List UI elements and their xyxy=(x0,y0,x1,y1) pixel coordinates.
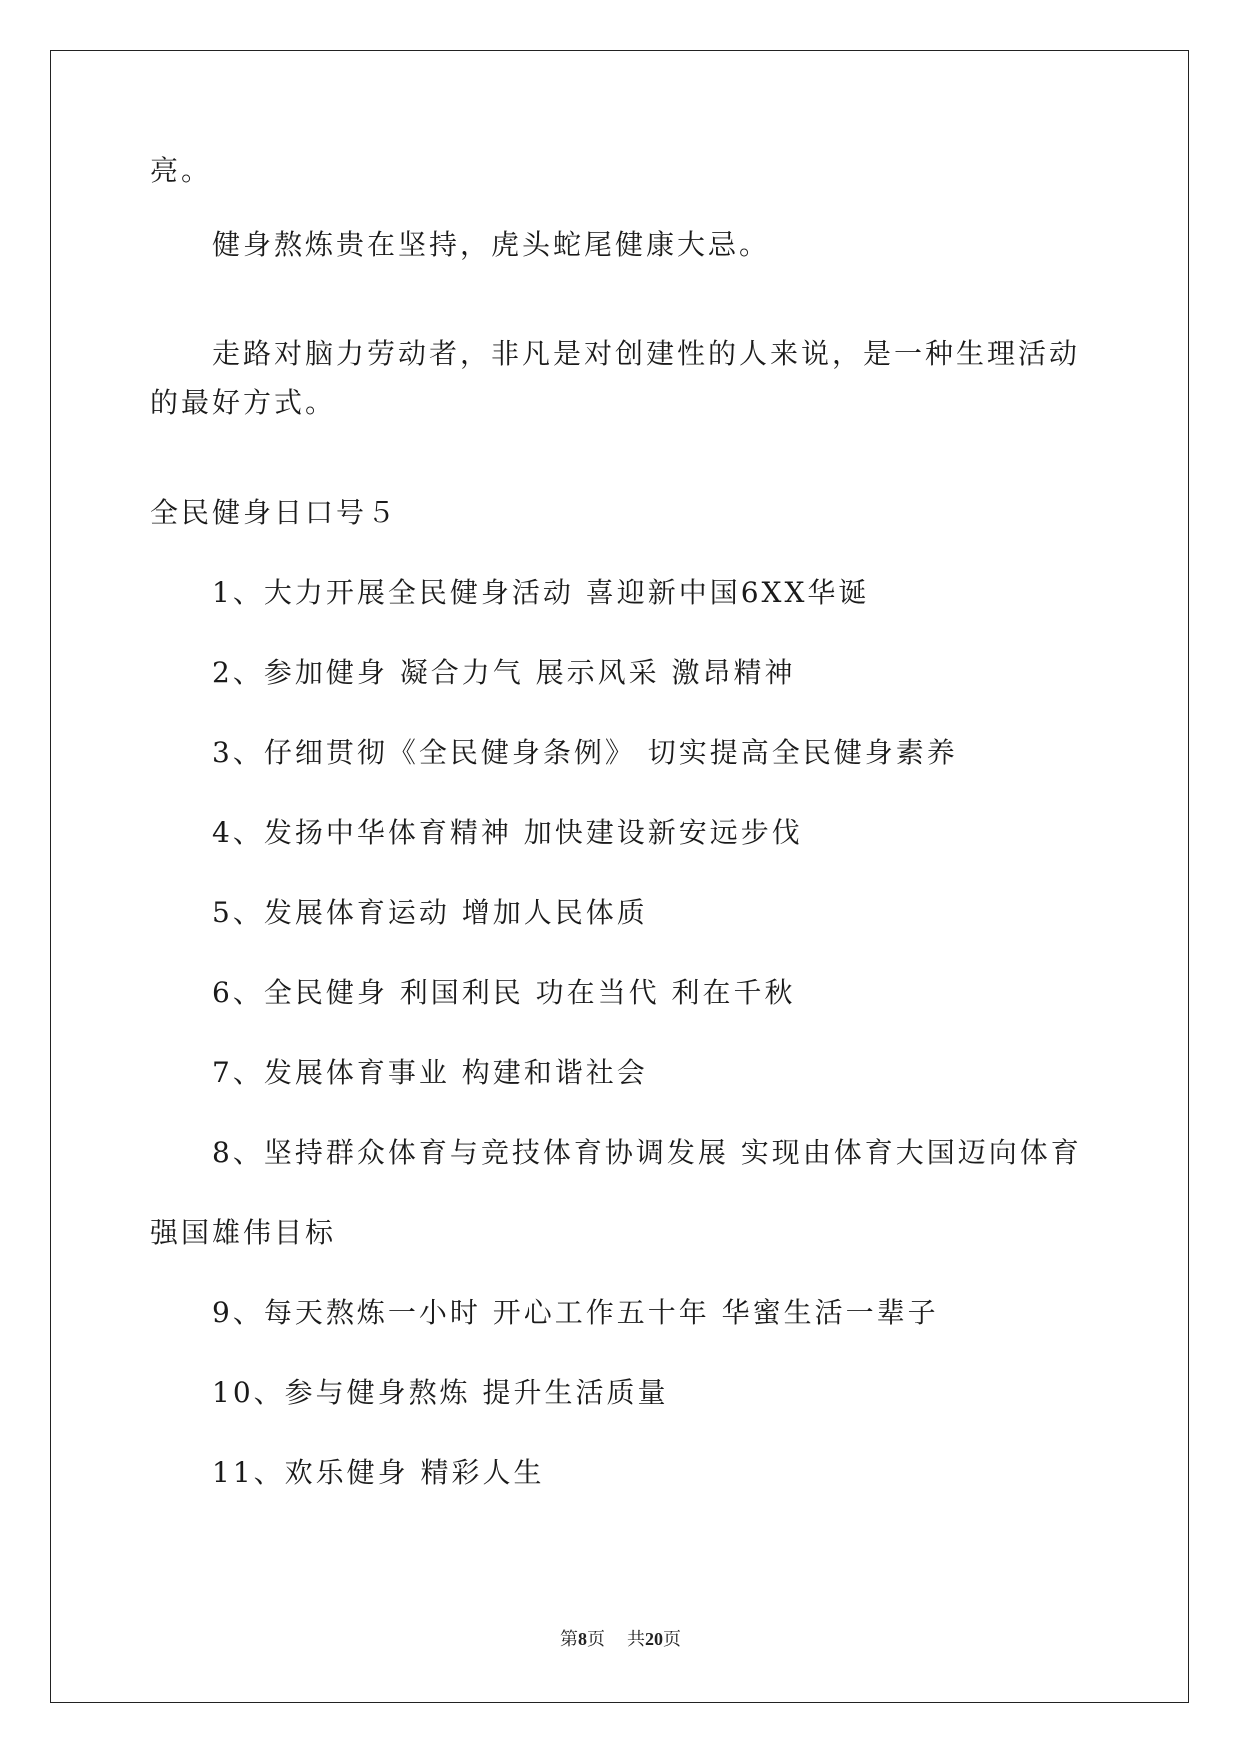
slogan-item: 10、参与健身熬炼 提升生活质量 xyxy=(212,1376,669,1409)
section-heading: 全民健身日口号５ xyxy=(150,496,399,529)
slogan-item: 7、发展体育事业 构建和谐社会 xyxy=(212,1056,648,1089)
page-suffix: 页 xyxy=(587,1629,605,1650)
slogan-item: 11、欢乐健身 精彩人生 xyxy=(212,1456,545,1489)
text-line: 亮。 xyxy=(150,154,213,187)
slogan-item: 3、仔细贯彻《全民健身条例》 切实提高全民健身素养 xyxy=(212,736,958,769)
text-line: 走路对脑力劳动者，非凡是对创建性的人来说，是一种生理活动 xyxy=(212,337,1081,370)
total-prefix: 共 xyxy=(627,1629,645,1650)
text-line: 的最好方式。 xyxy=(150,386,337,419)
slogan-item: 9、每天熬炼一小时 开心工作五十年 华蜜生活一辈子 xyxy=(212,1296,939,1329)
total-suffix: 页 xyxy=(663,1629,681,1650)
slogan-item-continued: 强国雄伟目标 xyxy=(150,1216,337,1249)
page-number: 8 xyxy=(578,1629,587,1649)
slogan-item: 8、坚持群众体育与竞技体育协调发展 实现由体育大国迈向体育 xyxy=(212,1136,1082,1169)
slogan-item: 6、全民健身 利国利民 功在当代 利在千秋 xyxy=(212,976,796,1009)
slogan-item: 2、参加健身 凝合力气 展示风采 激昂精神 xyxy=(212,656,796,689)
slogan-item: 5、发展体育运动 增加人民体质 xyxy=(212,896,648,929)
text-line: 健身熬炼贵在坚持，虎头蛇尾健康大忌。 xyxy=(212,228,771,261)
total-pages: 20 xyxy=(645,1629,663,1649)
slogan-item: 1、大力开展全民健身活动 喜迎新中国6XX华诞 xyxy=(212,576,870,609)
page-footer xyxy=(0,1628,1241,1651)
page-prefix: 第 xyxy=(560,1629,578,1650)
slogan-item: 4、发扬中华体育精神 加快建设新安远步伐 xyxy=(212,816,803,849)
